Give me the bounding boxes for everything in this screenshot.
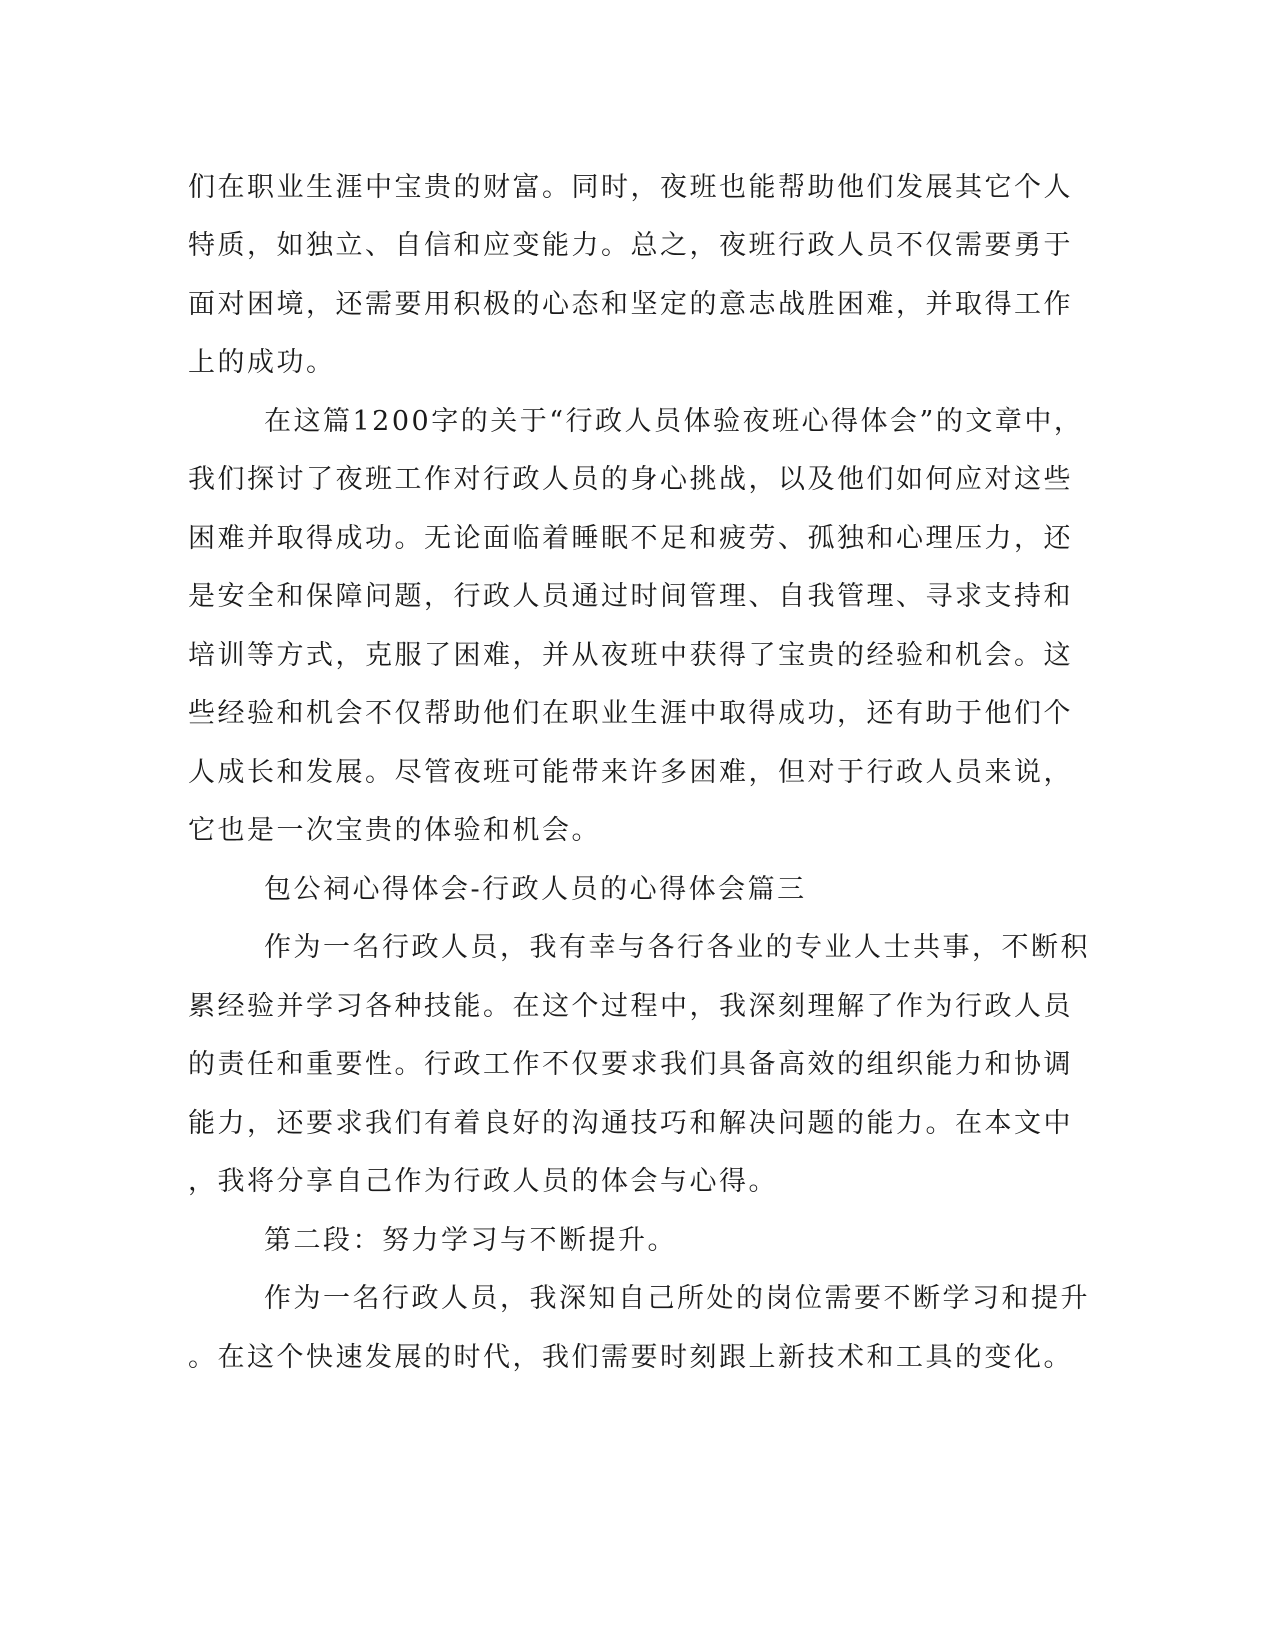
text-line: 面对困境，还需要用积极的心态和坚定的意志战胜困难，并取得工作: [188, 289, 1073, 320]
text-line: 在这篇1200字的关于“行政人员体验夜班心得体会”的文章中，: [264, 406, 1084, 437]
text-line: 困难并取得成功。无论面临着睡眠不足和疲劳、孤独和心理压力，还: [188, 523, 1073, 554]
text-line: 我们探讨了夜班工作对行政人员的身心挑战，以及他们如何应对这些: [188, 464, 1073, 495]
text-line: 作为一名行政人员，我有幸与各行各业的专业人士共事，不断积: [264, 932, 1090, 963]
text-line: 培训等方式，克服了困难，并从夜班中获得了宝贵的经验和机会。这: [188, 640, 1073, 671]
text-line: 们在职业生涯中宝贵的财富。同时，夜班也能帮助他们发展其它个人: [188, 172, 1073, 203]
text-line: 。在这个快速发展的时代，我们需要时刻跟上新技术和工具的变化。: [188, 1342, 1073, 1373]
section-heading: 包公祠心得体会-行政人员的心得体会篇三: [264, 874, 807, 905]
text-line: 是安全和保障问题，行政人员通过时间管理、自我管理、寻求支持和: [188, 581, 1073, 612]
text-line: 作为一名行政人员，我深知自己所处的岗位需要不断学习和提升: [264, 1283, 1090, 1314]
text-line: 能力，还要求我们有着良好的沟通技巧和解决问题的能力。在本文中: [188, 1108, 1073, 1139]
text-line: 人成长和发展。尽管夜班可能带来许多困难，但对于行政人员来说，: [188, 757, 1073, 788]
text-line: 累经验并学习各种技能。在这个过程中，我深刻理解了作为行政人员: [188, 991, 1073, 1022]
text-line: ，我将分享自己作为行政人员的体会与心得。: [188, 1166, 778, 1197]
paragraph-heading: 第二段：努力学习与不断提升。: [264, 1225, 677, 1256]
text-line: 些经验和机会不仅帮助他们在职业生涯中取得成功，还有助于他们个: [188, 698, 1073, 729]
text-line: 上的成功。: [188, 347, 336, 378]
text-line: 特质，如独立、自信和应变能力。总之，夜班行政人员不仅需要勇于: [188, 230, 1073, 261]
text-line: 它也是一次宝贵的体验和机会。: [188, 815, 601, 846]
text-line: 的责任和重要性。行政工作不仅要求我们具备高效的组织能力和协调: [188, 1049, 1073, 1080]
